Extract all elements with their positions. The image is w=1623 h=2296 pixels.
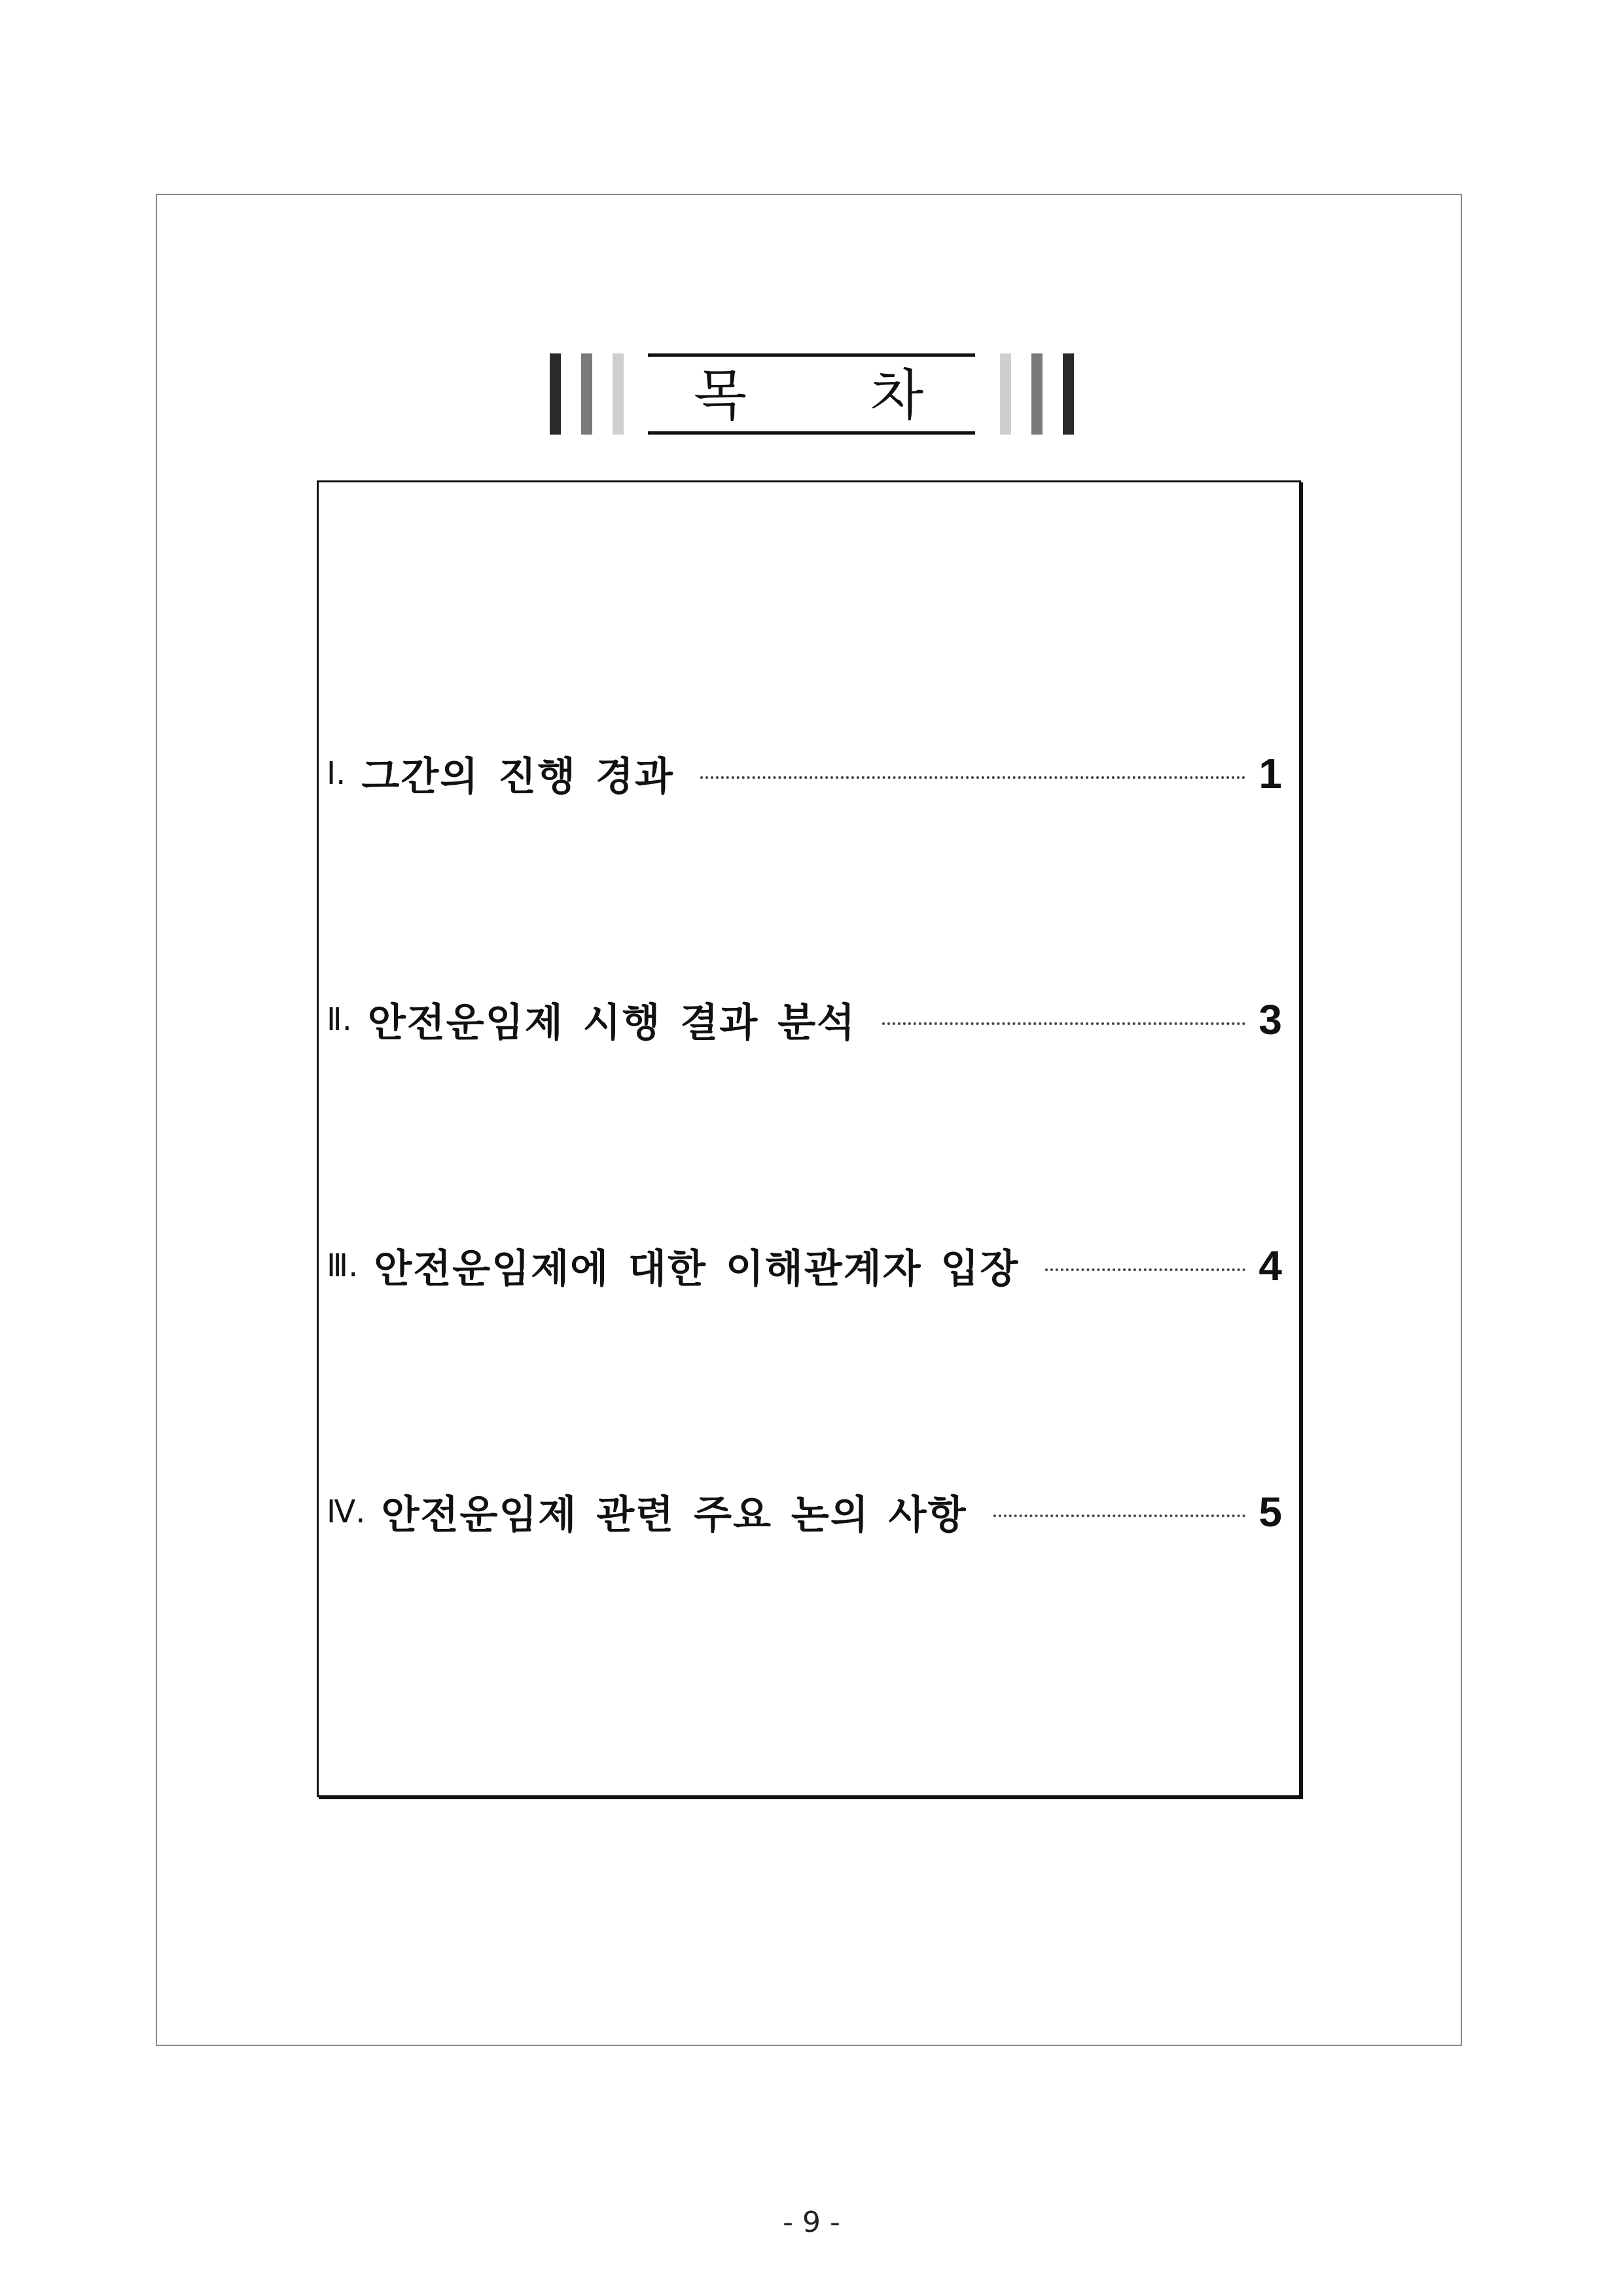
heading-bar-right-light: [1000, 353, 1011, 435]
toc-entry-title: 그간의 진행 경과: [361, 754, 674, 800]
heading-bar-left-light: [613, 353, 624, 435]
toc-dot-leader: [700, 776, 1245, 779]
toc-entry-page: 4: [1258, 1242, 1282, 1289]
toc-entry-1[interactable]: [327, 744, 1282, 803]
heading-bar-right-dark: [1063, 353, 1074, 435]
heading-bar-left-dark: [550, 353, 561, 435]
toc-dot-leader: [993, 1515, 1246, 1517]
toc-entry-title: 안전운임제 시행 결과 분석: [367, 1000, 857, 1046]
heading-title-char-1: 목: [694, 363, 747, 427]
toc-entry-page: 3: [1258, 996, 1282, 1043]
toc-entry-2[interactable]: [327, 990, 1282, 1049]
toc-box: [317, 480, 1301, 1797]
heading-title-box: [648, 353, 975, 435]
heading-bar-right-mid: [1031, 353, 1043, 435]
heading-title-char-2: 차: [870, 363, 924, 427]
toc-entry-title: 안전운임제에 대한 이해관계자 입장: [374, 1246, 1020, 1292]
toc-dot-leader: [1045, 1268, 1245, 1271]
toc-entry-page: 5: [1258, 1488, 1282, 1535]
toc-entry-number: Ⅲ.: [327, 1247, 359, 1284]
toc-entry-number: Ⅰ.: [327, 755, 346, 792]
toc-dot-leader: [882, 1022, 1245, 1025]
toc-heading: [550, 353, 1073, 437]
toc-entry-page: 1: [1258, 750, 1282, 797]
page-number: - 9 -: [783, 2206, 840, 2239]
toc-entry-number: Ⅳ.: [327, 1494, 366, 1530]
toc-entry-3[interactable]: [327, 1236, 1282, 1295]
toc-entry-4[interactable]: [327, 1482, 1282, 1541]
toc-entry-number: Ⅱ.: [327, 1001, 352, 1038]
heading-bar-left-mid: [581, 353, 592, 435]
toc-entry-title: 안전운임제 관련 주요 논의 사항: [381, 1492, 967, 1538]
